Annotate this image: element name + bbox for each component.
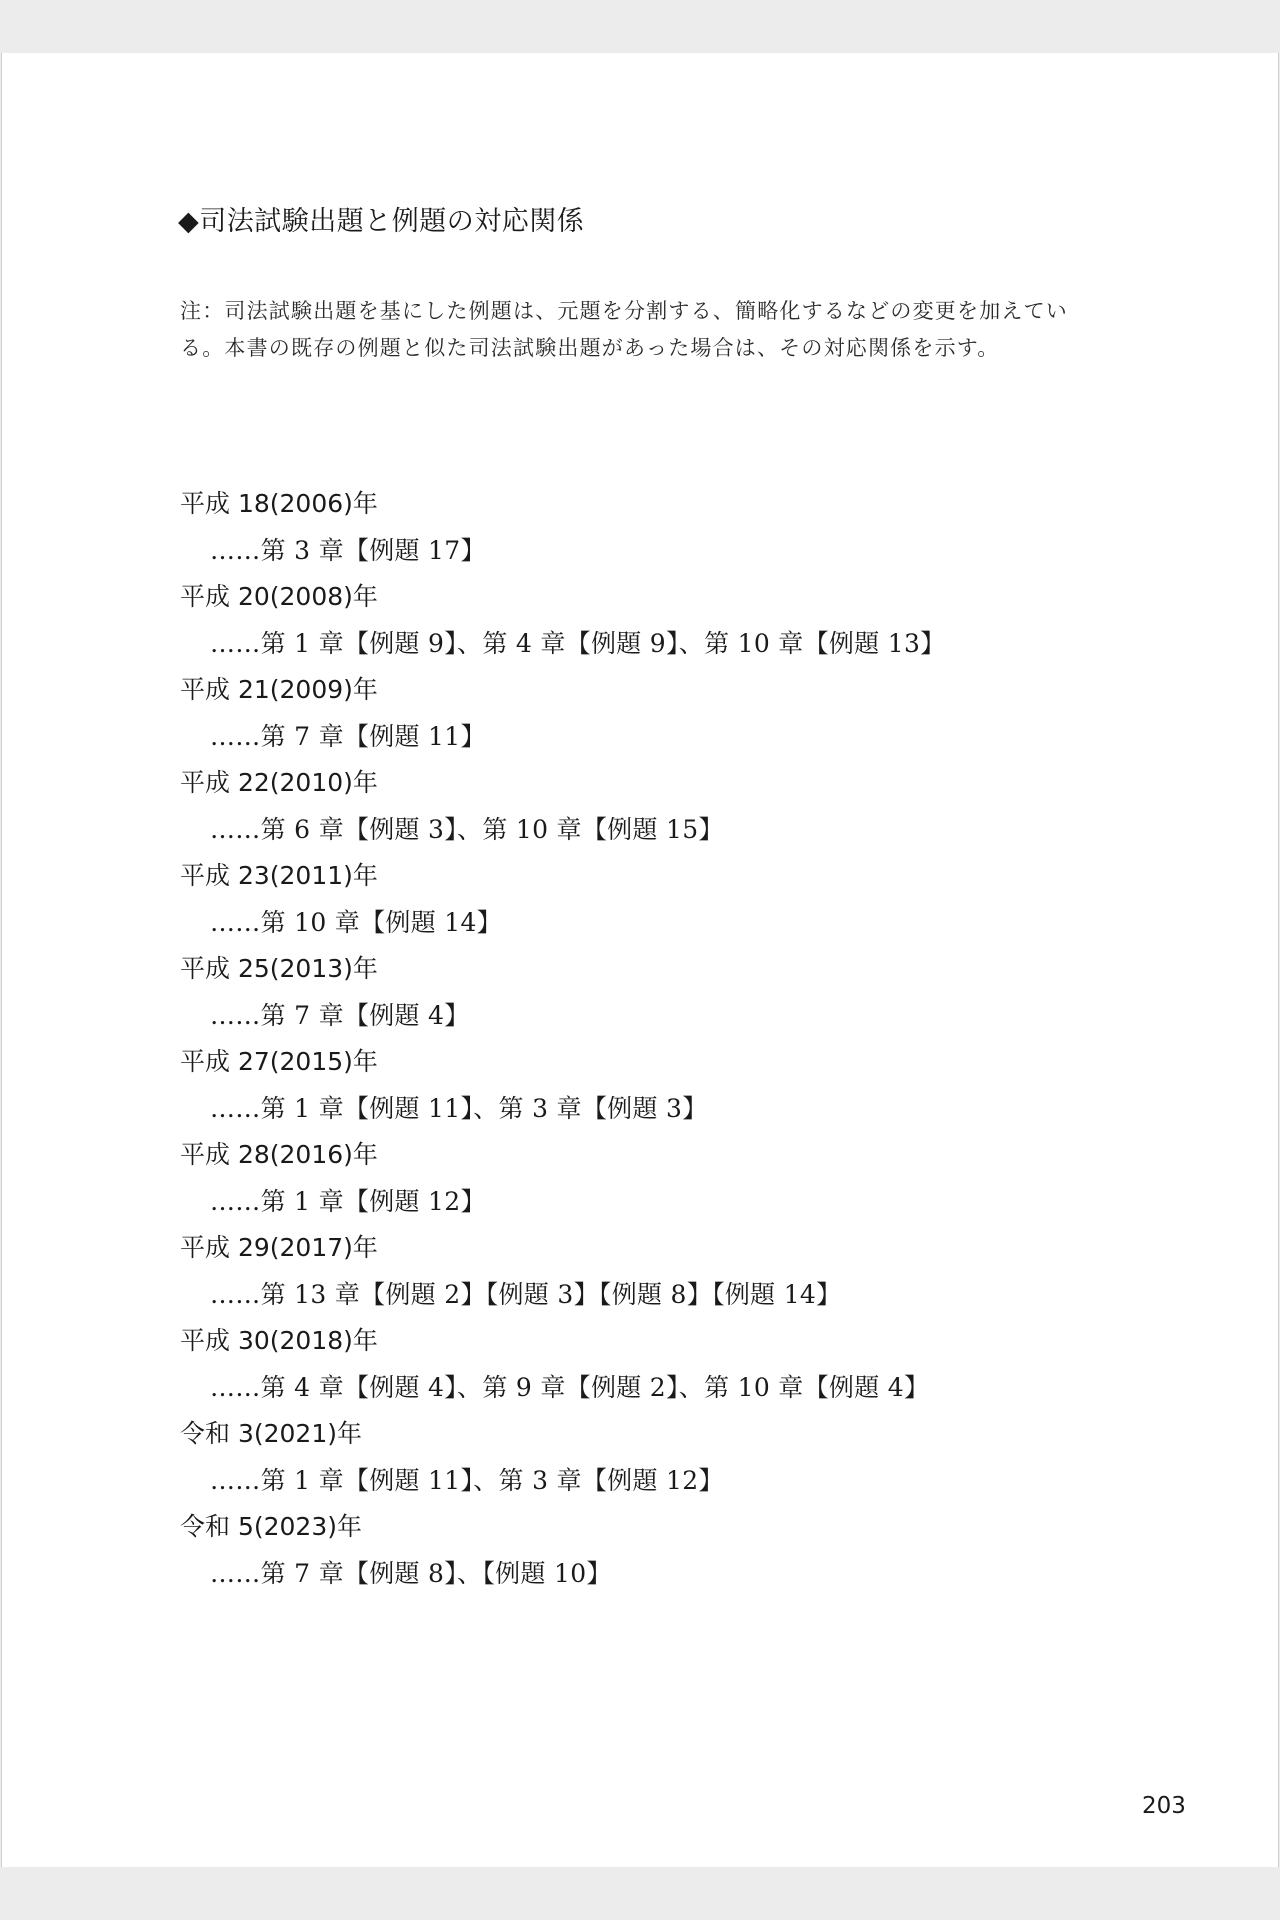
- list-item: [180, 1318, 945, 1411]
- entry-references: ……第 1 章【例題 9】、第 4 章【例題 9】、第 10 章【例題 13】: [210, 629, 946, 658]
- entry-references: ……第 7 章【例題 11】: [210, 722, 486, 751]
- entry-references: ……第 1 章【例題 12】: [210, 1187, 486, 1216]
- list-item: [180, 760, 945, 853]
- book-page: [1, 53, 1279, 1867]
- entry-year: 平成 30(2018)年: [180, 1326, 378, 1355]
- entry-references: ……第 4 章【例題 4】、第 9 章【例題 2】、第 10 章【例題 4】: [210, 1373, 930, 1402]
- note-line-1: 注：司法試験出題を基にした例題は、元題を分割する、簡略化するなどの変更を加えてい: [180, 299, 1068, 323]
- list-item: [180, 853, 945, 946]
- entry-references: ……第 7 章【例題 4】: [210, 1001, 470, 1030]
- list-item: [180, 1132, 945, 1225]
- list-item: [180, 1504, 945, 1597]
- list-item: [180, 481, 945, 574]
- entry-references: ……第 6 章【例題 3】、第 10 章【例題 15】: [210, 815, 724, 844]
- entry-year: 平成 20(2008)年: [180, 582, 378, 611]
- entry-year: 平成 23(2011)年: [180, 861, 378, 890]
- entry-year: 平成 18(2006)年: [180, 489, 378, 518]
- section-heading: ◆司法試験出題と例題の対応関係: [178, 206, 585, 237]
- entry-year: 平成 21(2009)年: [180, 675, 378, 704]
- entry-year: 平成 29(2017)年: [180, 1233, 378, 1262]
- entry-references: ……第 13 章【例題 2】【例題 3】【例題 8】【例題 14】: [210, 1280, 842, 1309]
- entry-year: 平成 22(2010)年: [180, 768, 378, 797]
- list-item: [180, 1225, 945, 1318]
- list-item: [180, 667, 945, 760]
- entry-references: ……第 7 章【例題 8】、【例題 10】: [210, 1559, 612, 1588]
- entry-references: ……第 10 章【例題 14】: [210, 908, 502, 937]
- note-line-2: る。本書の既存の例題と似た司法試験出題があった場合は、その対応関係を示す。: [180, 336, 1000, 360]
- entry-year: 令和 3(2021)年: [180, 1419, 362, 1448]
- entry-year: 平成 28(2016)年: [180, 1140, 378, 1169]
- list-item: [180, 946, 945, 1039]
- correspondence-list: [180, 481, 945, 1597]
- list-item: [180, 574, 945, 667]
- explanatory-note: [180, 293, 1140, 367]
- entry-year: 平成 25(2013)年: [180, 954, 378, 983]
- entry-year: 平成 27(2015)年: [180, 1047, 378, 1076]
- page-number: 203: [1142, 1793, 1186, 1819]
- list-item: [180, 1039, 945, 1132]
- entry-references: ……第 3 章【例題 17】: [210, 536, 486, 565]
- entry-references: ……第 1 章【例題 11】、第 3 章【例題 12】: [210, 1466, 724, 1495]
- entry-year: 令和 5(2023)年: [180, 1512, 362, 1541]
- list-item: [180, 1411, 945, 1504]
- entry-references: ……第 1 章【例題 11】、第 3 章【例題 3】: [210, 1094, 708, 1123]
